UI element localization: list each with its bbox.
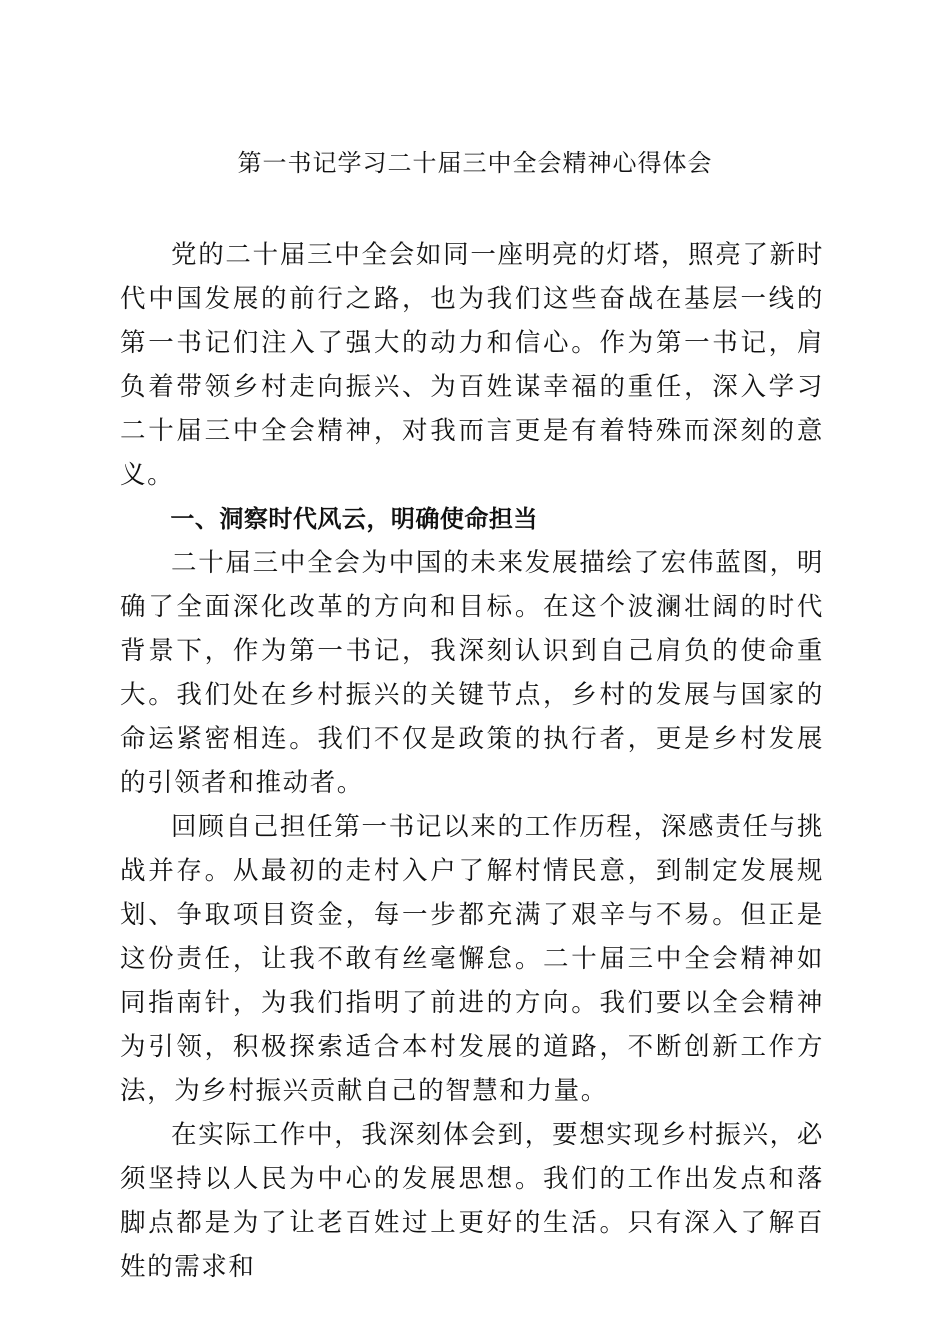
section-heading-1: 一、洞察时代风云，明确使命担当 bbox=[170, 505, 538, 533]
intro-paragraph: 党的二十届三中全会如同一座明亮的灯塔，照亮了新时代中国发展的前行之路，也为我们这些奋战在基层一线的第一书记们注入了强大的动力和信心。作为第一书记，肩负着带领乡村走向振兴、为百姓谋幸福的重任，深入学习二十届三中全会精神，对我而言更是有着特殊而深刻的意义。 bbox=[120, 240, 824, 490]
document-title: 第一书记学习二十届三中全会精神心得体会 bbox=[237, 149, 713, 177]
body-paragraph: 二十届三中全会为中国的未来发展描绘了宏伟蓝图，明确了全面深化改革的方向和目标。在这个波澜壮阔的时代背景下，作为第一书记，我深刻认识到自己肩负的使命重大。我们处在乡村振兴的关键节点，乡村的发展与国家的命运紧密相连。我们不仅是政策的执行者，更是乡村发展的引领者和推动者。 bbox=[120, 548, 824, 798]
body-paragraph: 在实际工作中，我深刻体会到，要想实现乡村振兴，必须坚持以人民为中心的发展思想。我们的工作出发点和落脚点都是为了让老百姓过上更好的生活。只有深入了解百姓的需求和 bbox=[120, 1120, 824, 1282]
document-body bbox=[120, 233, 824, 1289]
body-paragraph: 回顾自己担任第一书记以来的工作历程，深感责任与挑战并存。从最初的走村入户了解村情民意，到制定发展规划、争取项目资金，每一步都充满了艰辛与不易。但正是这份责任，让我不敢有丝毫懈怠。二十届三中全会精神如同指南针，为我们指明了前进的方向。我们要以全会精神为引领，积极探索适合本村发展的道路，不断创新工作方法，为乡村振兴贡献自己的智慧和力量。 bbox=[120, 812, 824, 1106]
